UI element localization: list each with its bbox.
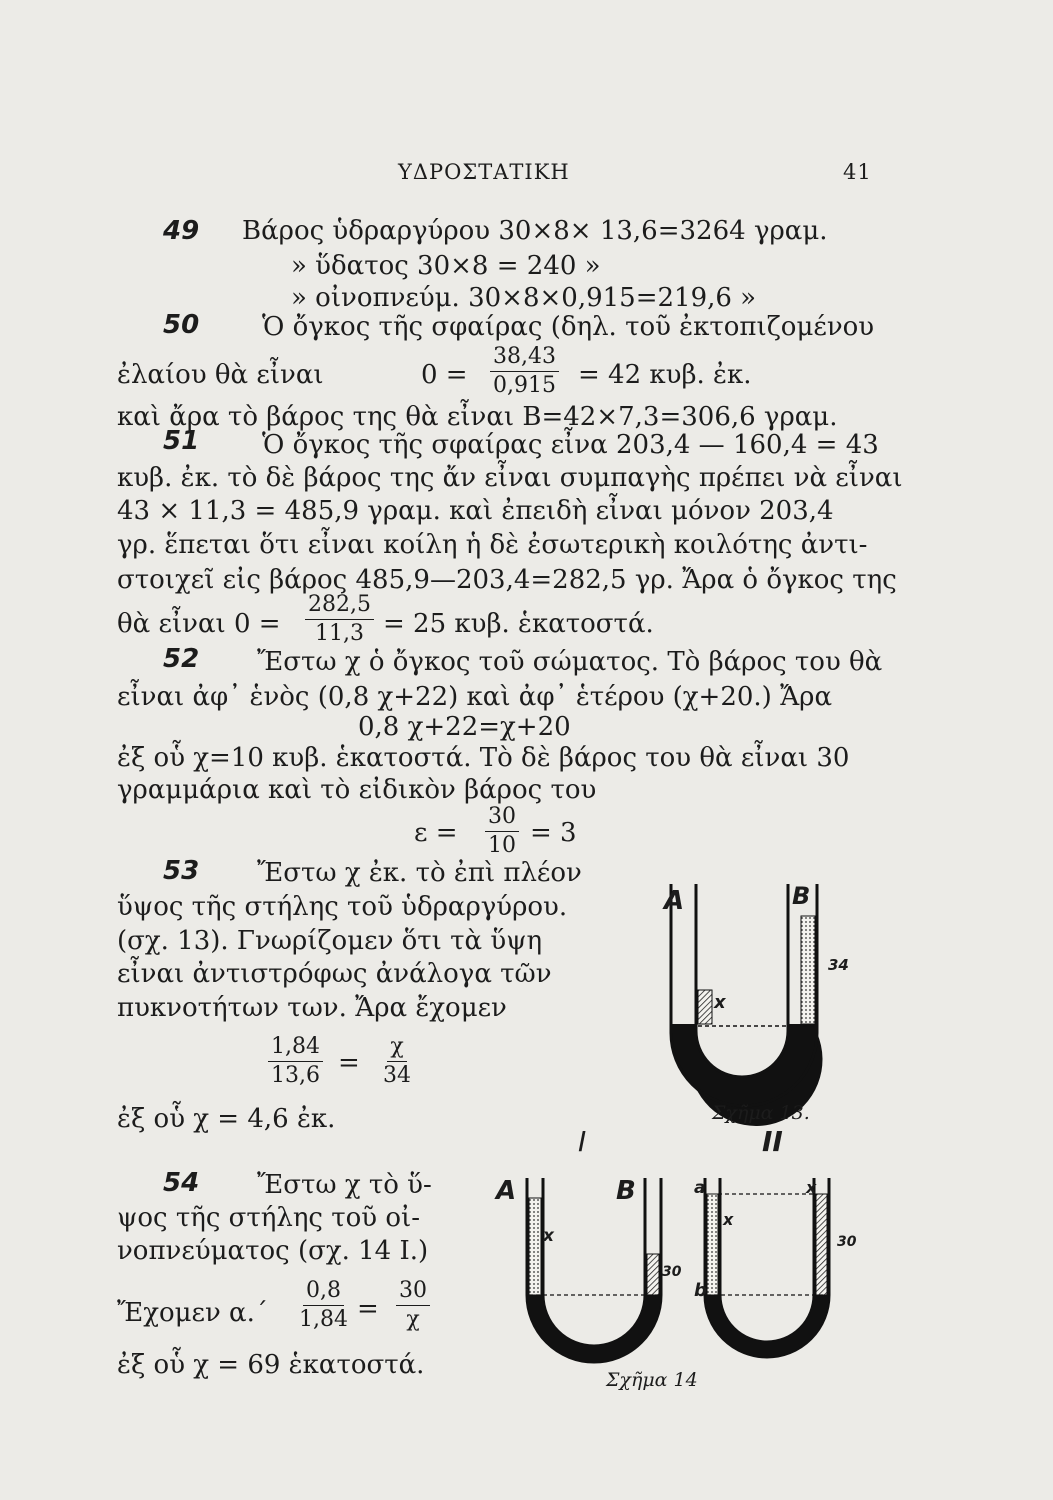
p54-equals: = [357, 1294, 379, 1324]
problem-number-53: 53 [163, 856, 200, 886]
p54-fraction-2-denominator: χ [406, 1307, 420, 1332]
figure-14-tube-2-left-column [707, 1194, 718, 1295]
figure-14-right-30: 30 [837, 1234, 857, 1250]
p49-line-1: Βάρος ὑδραργύρου 30×8× 13,6=3264 γραμ. [242, 216, 828, 246]
p50-fraction-denominator: 0,915 [493, 373, 556, 398]
p53-fraction-1-denominator: 13,6 [271, 1063, 320, 1088]
p52-fraction-denominator: 10 [488, 833, 516, 858]
figure-13-label-b: B [792, 882, 811, 910]
p53-fraction-2-numerator: χ [387, 1036, 406, 1062]
running-header: ΥΔΡΟΣΤΑΤΙΚΗ [398, 160, 570, 184]
p51-line-4: γρ. ἕπεται ὅτι εἶναι κοίλη ἡ δὲ ἐσωτερικὴ κοιλότης ἀντι- [117, 530, 868, 560]
p51-line-6-text: θὰ εἶναι 0 = [117, 609, 281, 639]
problem-number-52: 52 [163, 644, 200, 674]
p50-line-1: Ὁ ὄγκος τῆς σφαίρας (δηλ. τοῦ ἐκτοπιζομένου [262, 312, 875, 342]
p54-fraction-1-numerator: 0,8 [303, 1280, 344, 1306]
figure-14-label-a: A [496, 1176, 517, 1206]
p50-fraction [490, 346, 559, 397]
p51-fraction-numerator: 282,5 [305, 594, 374, 620]
figure-14-tube-1 [516, 1170, 686, 1380]
p52-line-1: Ἔστω χ ὁ ὄγκος τοῦ σώματος. Τὸ βάρος του θὰ [257, 647, 883, 677]
figure-14-tube-1-mercury [527, 1295, 661, 1362]
p52-fraction [485, 806, 519, 857]
figure-14-tube-1-left-column [529, 1198, 541, 1295]
p53-fraction-2-denominator: 34 [383, 1063, 411, 1088]
figure-13-right-column [801, 916, 815, 1024]
figure-14-roman-2: II [762, 1125, 783, 1158]
p53-result: ἐξ οὗ χ = 4,6 ἐκ. [117, 1104, 336, 1134]
p52-fraction-numerator: 30 [485, 806, 519, 832]
problem-number-49: 49 [163, 216, 200, 246]
p53-fraction-1 [268, 1036, 323, 1087]
p53-line-5: πυκνοτήτων των. Ἄρα ἔχομεν [117, 993, 507, 1023]
p53-line-4: εἶναι ἀντιστρόφως ἀνάλογα τῶν [117, 959, 552, 989]
p54-fraction-2 [396, 1280, 430, 1331]
figure-14-right-x2: x [806, 1178, 817, 1197]
p51-line-3: 43 × 11,3 = 485,9 γραμ. καὶ ἐπειδὴ εἶναι μόνον 203,4 [117, 496, 834, 526]
p53-fraction-2 [380, 1036, 414, 1087]
problem-number-51: 51 [163, 426, 200, 456]
p50-line-3: καὶ ἄρα τὸ βάρος της θὰ εἶναι Β=42×7,3=306,6 γραμ. [117, 402, 838, 432]
p52-line-3: 0,8 χ+22=χ+20 [358, 712, 571, 742]
figure-14-tube-2-right-column [816, 1194, 827, 1295]
figure-14-right-b: b [694, 1280, 707, 1301]
figure-14-tube-1-inner [543, 1178, 645, 1346]
p54-fraction-1 [296, 1280, 351, 1331]
figure-14-right-a: a [694, 1178, 706, 1198]
figure-13-inner-wall [696, 884, 788, 1077]
p54-line-1: Ἔστω χ τὸ ὕ- [257, 1170, 432, 1200]
p54-line-2: ψος τῆς στήλης τοῦ οἰ- [117, 1203, 420, 1233]
p53-line-3: (σχ. 13). Γνωρίζομεν ὅτι τὰ ὕψη [117, 926, 543, 956]
figure-13-u-tube [660, 876, 860, 1096]
p54-fraction-1-denominator: 1,84 [299, 1307, 348, 1332]
p52-line-5: γραμμάρια καὶ τὸ εἰδικὸν βάρος του [117, 775, 597, 805]
p49-line-2: » ὕδατος 30×8 = 240 » [291, 251, 601, 281]
p54-fraction-2-numerator: 30 [396, 1280, 430, 1306]
figure-14-left-30: 30 [662, 1264, 682, 1280]
p51-line-5: στοιχεῖ εἰς βάρος 485,9—203,4=282,5 γρ. Ἄρα ὁ ὄγκος της [117, 565, 897, 595]
figure-14-tube-1-right-column [647, 1254, 659, 1295]
p54-line-3: νοπνεύματος (σχ. 14 Ι.) [117, 1236, 429, 1266]
figure-14-left-x: x [543, 1226, 554, 1246]
figure-14-tube-2-inner [720, 1178, 817, 1342]
p52-eq-left: ε = [414, 818, 458, 848]
figure-14-label-b: B [616, 1176, 636, 1206]
p52-line-2: εἶναι ἀφ᾽ ἑνὸς (0,8 χ+22) καὶ ἀφ᾽ ἑτέρου (χ+20.) Ἄρα [117, 682, 833, 712]
problem-number-50: 50 [163, 310, 200, 340]
p54-result: ἐξ οὗ χ = 69 ἑκατοστά. [117, 1350, 425, 1380]
page-number: 41 [843, 160, 872, 184]
figure-14-tube-2-mercury [705, 1295, 829, 1357]
p50-line-2-text: ἐλαίου θὰ εἶναι [117, 360, 324, 390]
p52-eq-right: = 3 [530, 818, 577, 848]
p51-line-6-result: = 25 κυβ. ἑκατοστά. [383, 609, 654, 639]
p53-line-2: ὕψος τῆς στήλης τοῦ ὑδραργύρου. [117, 892, 568, 922]
p49-line-3: » οἰνοπνεύμ. 30×8×0,915=219,6 » [291, 283, 757, 313]
figure-13-caption: Σχῆμα 13. [712, 1102, 810, 1124]
p53-fraction-1-numerator: 1,84 [268, 1036, 323, 1062]
p50-equation-left: 0 = [421, 360, 468, 390]
p51-fraction-denominator: 11,3 [315, 621, 364, 646]
figure-13-left-column [698, 990, 712, 1024]
figure-14-right-x1: x [723, 1210, 734, 1229]
p51-line-1: Ὁ ὄγκος τῆς σφαίρας εἶνα 203,4 — 160,4 = 43 [262, 430, 879, 460]
figure-13-label-34: 34 [828, 956, 849, 974]
figure-14-tube-2 [694, 1170, 844, 1380]
figure-14-caption: Σχῆμα 14 [606, 1369, 698, 1391]
figure-13-label-a: A [664, 886, 685, 916]
p50-fraction-numerator: 38,43 [490, 346, 559, 372]
problem-number-54: 54 [163, 1168, 200, 1198]
p50-equation-right: = 42 κυβ. ἐκ. [578, 360, 752, 390]
figure-13-label-x: x [714, 992, 726, 1013]
figure-14-roman-1: I [578, 1125, 587, 1158]
p52-line-4: ἐξ οὗ χ=10 κυβ. ἑκατοστά. Τὸ δὲ βάρος του θὰ εἶναι 30 [117, 743, 850, 773]
p51-line-2: κυβ. ἐκ. τὸ δὲ βάρος της ἄν εἶναι συμπαγὴς πρέπει νὰ εἶναι [117, 463, 903, 493]
p53-line-1: Ἔστω χ ἐκ. τὸ ἐπὶ πλέον [257, 858, 582, 888]
p51-fraction [305, 594, 374, 645]
p54-line-4-text: Ἔχομεν α.΄ [117, 1298, 268, 1328]
p53-equals: = [338, 1048, 360, 1078]
